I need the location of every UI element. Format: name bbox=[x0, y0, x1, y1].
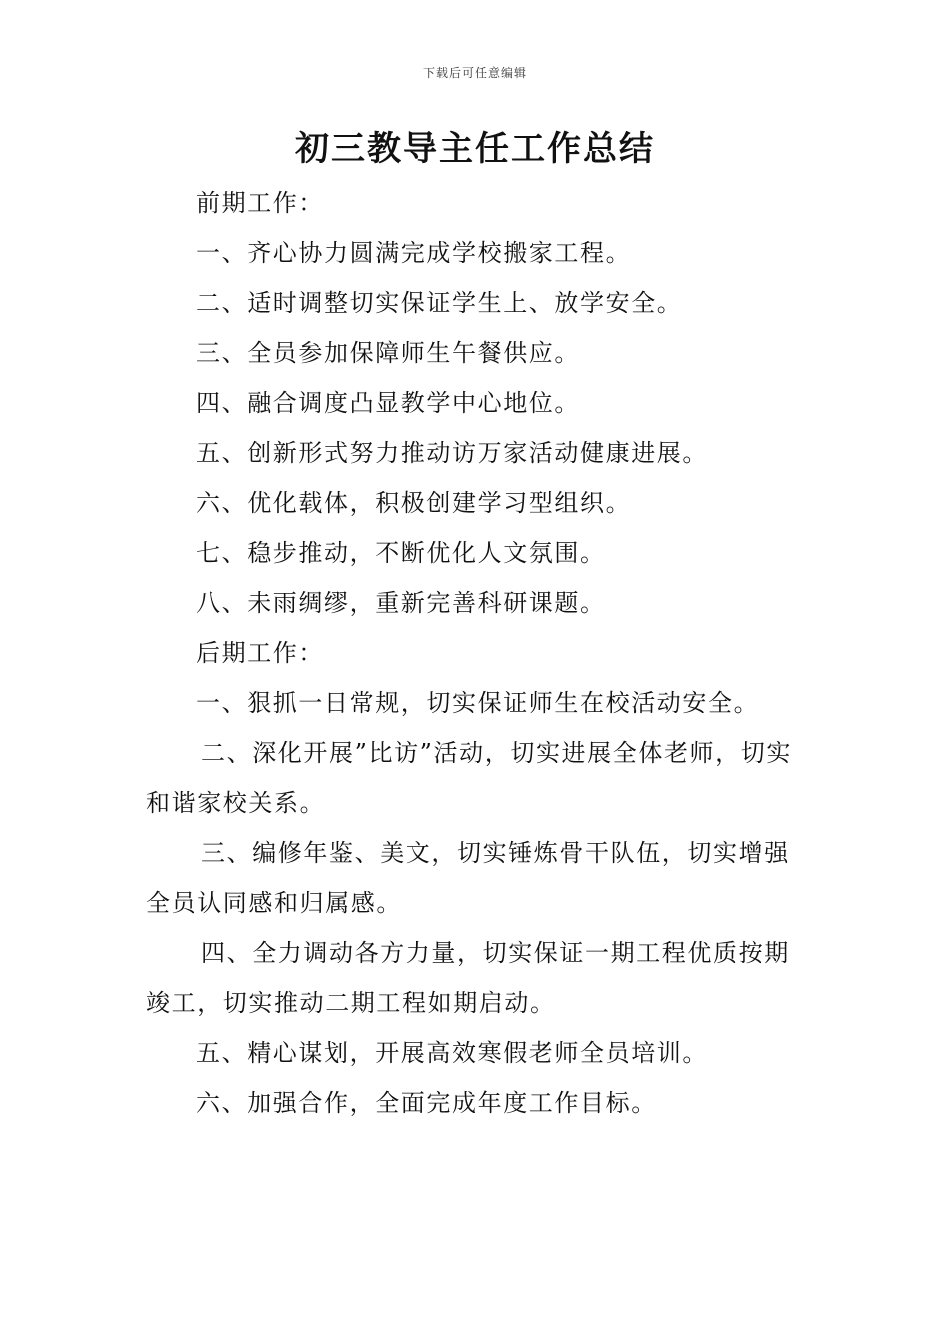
paragraph: 三、编修年鉴、美文，切实锤炼骨干队伍，切实增强全员认同感和归属感。 bbox=[146, 839, 790, 917]
paragraph: 七、稳步推动，不断优化人文氛围。 bbox=[196, 539, 606, 567]
paragraph: 一、狠抓一日常规，切实保证师生在校活动安全。 bbox=[196, 689, 760, 717]
document-title: 初三教导主任工作总结 bbox=[295, 129, 655, 169]
section-heading-later-work: 后期工作： bbox=[196, 639, 324, 667]
paragraph: 五、创新形式努力推动访万家活动健康进展。 bbox=[196, 439, 708, 467]
header-note: 下载后可任意编辑 bbox=[422, 66, 527, 80]
paragraph: 六、加强合作，全面完成年度工作目标。 bbox=[196, 1089, 657, 1117]
paragraph: 四、融合调度凸显教学中心地位。 bbox=[196, 389, 580, 417]
section-heading-early-work: 前期工作： bbox=[196, 189, 324, 217]
paragraph: 八、未雨绸缪，重新完善科研课题。 bbox=[196, 589, 606, 617]
paragraph: 四、全力调动各方力量，切实保证一期工程优质按期竣工，切实推动二期工程如期启动。 bbox=[146, 939, 790, 1017]
paragraph: 六、优化载体，积极创建学习型组织。 bbox=[196, 489, 632, 517]
paragraph: 二、深化开展”比访”活动，切实进展全体老师，切实和谐家校关系。 bbox=[146, 739, 792, 817]
paragraph: 五、精心谋划，开展高效寒假老师全员培训。 bbox=[196, 1039, 708, 1067]
paragraph: 三、全员参加保障师生午餐供应。 bbox=[196, 339, 580, 367]
paragraph: 二、适时调整切实保证学生上、放学安全。 bbox=[196, 289, 683, 317]
document-body bbox=[146, 178, 810, 1128]
paragraph: 一、齐心协力圆满完成学校搬家工程。 bbox=[196, 239, 632, 267]
